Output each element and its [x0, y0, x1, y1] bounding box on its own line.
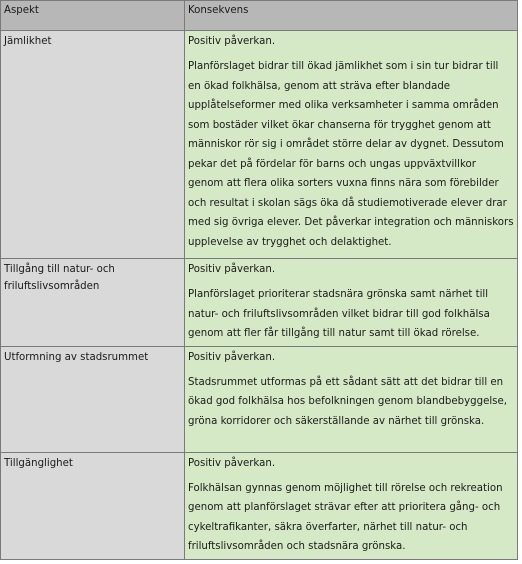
table-header-row	[1, 1, 518, 31]
aspect-cell: Jämlikhet	[1, 31, 185, 259]
table-row	[1, 452, 518, 559]
aspect-cell: Tillgång till natur- och friluftslivsområden	[1, 259, 185, 347]
effect-text: Positiv påverkan.	[188, 457, 276, 469]
description-text: Folkhälsan gynnas genom möjlighet till rörelse och rekreation genom att planförslaget strävar efter att prioritera gång- och cykeltrafikanter, säkra överfarter, närhet till natur- och friluftslivsområden och stadsnära grönska.	[188, 482, 503, 552]
effect-text: Positiv påverkan.	[188, 351, 276, 363]
header-consequence: Konsekvens	[185, 1, 518, 31]
aspect-cell: Utformning av stadsrummet	[1, 346, 185, 452]
table-row	[1, 31, 518, 259]
consequence-cell	[185, 452, 518, 559]
description-text: Stadsrummet utformas på ett sådant sätt att det bidrar till en ökad god folkhälsa hos befolkningen genom blandbebyggelse, gröna korridorer och säkerställande av närhet till grönska.	[188, 376, 507, 427]
table-row	[1, 259, 518, 347]
description-text: Planförslaget bidrar till ökad jämlikhet som i sin tur bidrar till en ökad folkhälsa, genom att sträva efter blandade upplåtelseformer med olika verksamheter i samma områden som bostäder vilket ökar chanserna för trygghet genom att människor rör sig i området större delar av dygnet. Dessutom pekar det på fördelar för barns och ungas uppväxtvillkor genom att flera olika sorters vuxna finns nära som förebilder och resultat i skolan sägs öka då studiemotiverade elever drar med sig övriga elever. Det påverkar integration och människors upplevelse av trygghet och delaktighet.	[188, 61, 514, 248]
effect-text: Positiv påverkan.	[188, 264, 276, 275]
consequence-cell	[185, 31, 518, 259]
description-text: Planförslaget prioriterar stadsnära grönska samt närhet till natur- och friluftslivsområden vilket bidrar till god folkhälsa genom att fler får tillgång till natur samt till ökad rörelse.	[188, 289, 490, 339]
aspect-cell: Tillgänglighet	[1, 452, 185, 559]
effect-text: Positiv påverkan.	[188, 36, 276, 47]
consequence-cell	[185, 259, 518, 347]
consequence-cell	[185, 346, 518, 452]
header-aspect: Aspekt	[1, 1, 185, 31]
table-row	[1, 346, 518, 452]
